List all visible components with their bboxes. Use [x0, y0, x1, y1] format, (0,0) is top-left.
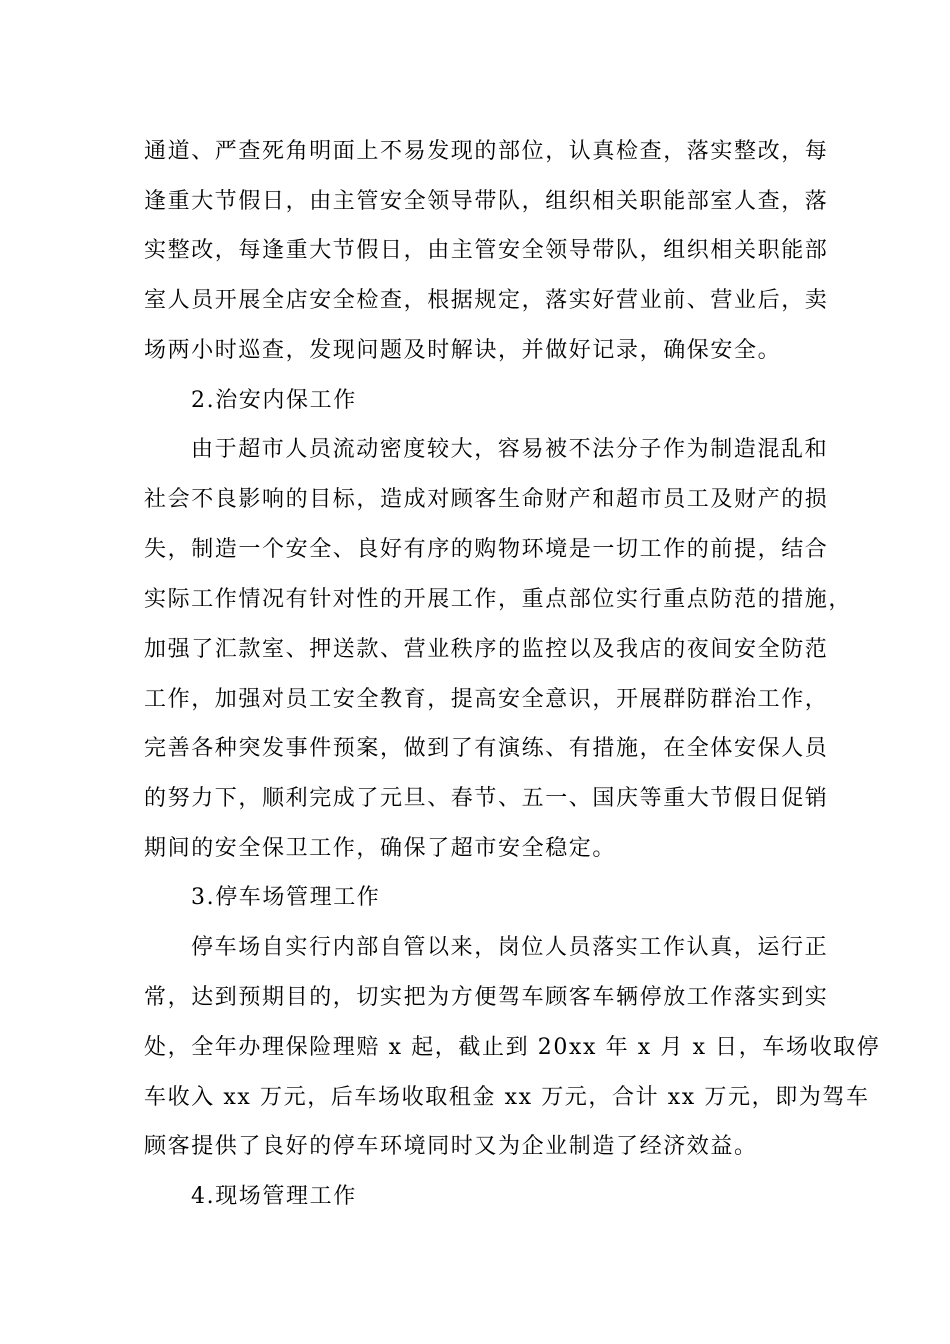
paragraph-line: 处，全年办理保险理赔 x 起，截止到 20xx 年 x 月 x 日，车场收取停 — [144, 1035, 881, 1060]
paragraph-line: 场两小时巡查，发现问题及时解诀，并做好记录，确保安全。 — [144, 338, 782, 363]
paragraph-line: 失，制造一个安全、良好有序的购物环境是一切工作的前提，结合 — [144, 537, 829, 562]
paragraph-line: 通道、严查死角明面上不易发现的部位，认真检查，落实整改，每 — [144, 139, 829, 164]
paragraph-line: 实际工作情况有针对性的开展工作，重点部位实行重点防范的措施， — [144, 587, 853, 612]
paragraph-line: 车收入 xx 万元，后车场收取租金 xx 万元，合计 xx 万元，即为驾车 — [144, 1085, 870, 1110]
paragraph-line: 停车场自实行内部自管以来，岗位人员落实工作认真，运行正 — [191, 935, 829, 960]
paragraph-line: 的努力下，顺利完成了元旦、春节、五一、国庆等重大节假日促销 — [144, 786, 829, 811]
paragraph-line: 期间的安全保卫工作，确保了超市安全稳定。 — [144, 836, 617, 861]
paragraph-line: 室人员开展全店安全检查，根据规定，落实好营业前、营业后，卖 — [144, 288, 829, 313]
section-heading: 4.现场管理工作 — [191, 1184, 357, 1209]
paragraph-line: 常，达到预期目的，切实把为方便驾车顾客车辆停放工作落实到实 — [144, 985, 829, 1010]
paragraph-line: 顾客提供了良好的停车环境同时又为企业制造了经济效益。 — [144, 1134, 758, 1159]
paragraph-line: 实整改，每逢重大节假日，由主管安全领导带队，组织相关职能部 — [144, 238, 829, 263]
paragraph-line: 社会不良影响的目标，造成对顾客生命财产和超市员工及财产的损 — [144, 487, 829, 512]
paragraph-line: 逢重大节假日，由主管安全领导带队，组织相关职能部室人查，落 — [144, 189, 829, 214]
section-heading: 3.停车场管理工作 — [191, 885, 381, 910]
paragraph-line: 由于超市人员流动密度较大，容易被不法分子作为制造混乱和 — [191, 437, 829, 462]
paragraph-line: 工作，加强对员工安全教育，提高安全意识，开展群防群治工作， — [144, 687, 829, 712]
paragraph-line: 完善各种突发事件预案，做到了有演练、有措施，在全体安保人员 — [144, 736, 829, 761]
paragraph-line: 加强了汇款室、押送款、营业秩序的监控以及我店的夜间安全防范 — [144, 637, 829, 662]
section-heading: 2.治安内保工作 — [191, 388, 357, 413]
